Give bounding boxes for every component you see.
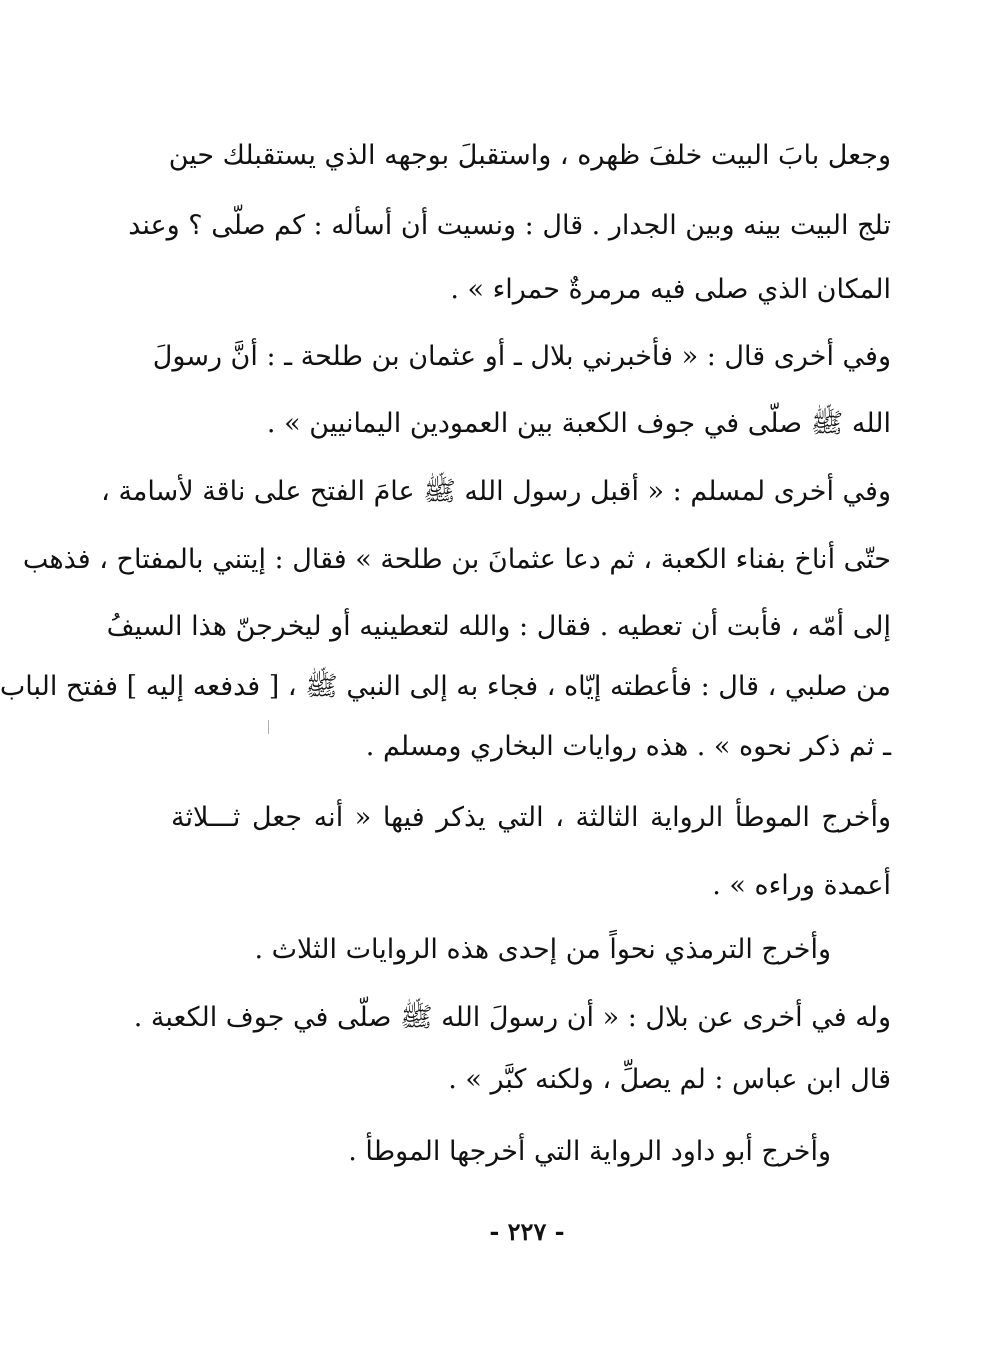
text-line-3: المكان الذي صلى فيه مرمرةٌ حمراء » . (450, 274, 891, 305)
text-line-16: وأخرج أبو داود الرواية التي أخرجها الموطأ . (348, 1136, 831, 1167)
text-line-4: وفي أخرى قال : « فأخبرني بلال ـ أو عثمان بن طلحة ـ : أنَّ رسولَ (152, 341, 891, 372)
text-line-2: تلج البيت بينه وبين الجدار . قال : ونسيت أن أسأله : كم صلّى ؟ وعند (128, 210, 891, 241)
text-line-14: وله في أخرى عن بلال : « أن رسولَ الله ﷺ صلّى في جوف الكعبة . (133, 1002, 891, 1033)
text-line-7: حتّى أناخ بفناء الكعبة ، ثم دعا عثمانَ بن طلحة » فقال : إيتني بالمفتاح ، فذهب (22, 544, 891, 575)
text-line-6: وفي أخرى لمسلم : « أقبل رسول الله ﷺ عامَ الفتح على ناقة لأسامة ، (101, 476, 891, 507)
text-line-9: من صلبي ، قال : فأعطته إيّاه ، فجاء به إلى النبي ﷺ ، [ فدفعه إليه ] ففتح الباب (0, 671, 891, 702)
text-line-15: قال ابن عباس : لم يصلِّ ، ولكنه كبَّر » . (448, 1064, 891, 1095)
margin-mark (268, 720, 269, 734)
text-line-13: وأخرج الترمذي نحواً من إحدى هذه الروايات الثلاث . (254, 934, 831, 965)
page-number: - ٢٢٧ - (489, 1217, 565, 1246)
text-line-10: ـ ثم ذكر نحوه » . هذه روايات البخاري ومسلم . (365, 731, 891, 762)
text-line-5: الله ﷺ صلّى في جوف الكعبة بين العمودين اليمانيين » . (266, 408, 891, 439)
text-line-12: أعمدة وراءه » . (712, 870, 891, 901)
text-line-1: وجعل بابَ البيت خلفَ ظهره ، واستقبلَ بوجهه الذي يستقبلك حين (168, 140, 891, 171)
text-line-8: إلى أمّه ، فأبت أن تعطيه . فقال : والله لتعطينيه أو ليخرجنّ هذا السيفُ (106, 611, 891, 642)
text-line-11: وأخرج الموطأ الرواية الثالثة ، التي يذكر فيها « أنه جعل ثـــلاثة (171, 802, 891, 833)
